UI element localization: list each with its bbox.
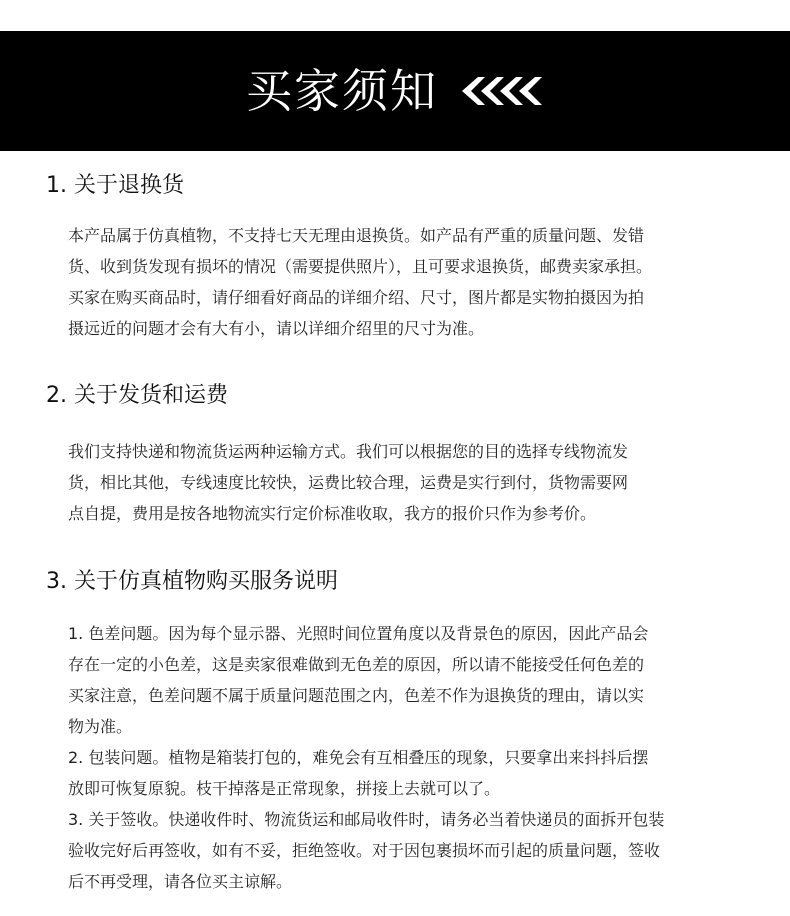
section-heading-returns: 1. 关于退换货 xyxy=(46,173,184,198)
header-banner xyxy=(0,31,790,151)
text-line: 货、收到货发现有损坏的情况（需要提供照片），且可要求退换货，邮费卖家承担。 xyxy=(68,257,653,276)
section-body-shipping xyxy=(68,436,628,529)
page-title: 买家须知 xyxy=(246,64,438,118)
text-line: 2. 包装问题。植物是箱装打包的，难免会有互相叠压的现象，只要拿出来抖抖后摆 xyxy=(68,748,649,767)
text-line: 存在一定的小色差，这是卖家很难做到无色差的原因，所以请不能接受任何色差的 xyxy=(68,655,645,674)
text-line: 买家在购买商品时，请仔细看好商品的详细介绍、尺寸，图片都是实物拍摄因为拍 xyxy=(68,288,645,307)
text-line: 我们支持快递和物流货运两种运输方式。我们可以根据您的目的选择专线物流发 xyxy=(68,442,629,461)
text-line: 后不再受理，请各位买主谅解。 xyxy=(68,872,293,891)
double-left-chevrons-icon xyxy=(458,74,544,108)
text-line: 放即可恢复原貌。枝干掉落是正常现象，拼接上去就可以了。 xyxy=(68,779,501,798)
text-line: 验收完好后再签收，如有不妥，拒绝签收。对于因包裹损坏而引起的质量问题，签收 xyxy=(68,841,661,860)
text-line: 物为准。 xyxy=(68,717,133,736)
text-line: 点自提，费用是按各地物流实行定价标准收取，我方的报价只作为参考价。 xyxy=(68,504,597,523)
text-line: 3. 关于签收。快递收件时、物流货运和邮局收件时，请务必当着快递员的面拆开包装 xyxy=(68,810,665,829)
text-line: 买家注意，色差问题不属于质量问题范围之内，色差不作为退换货的理由，请以实 xyxy=(68,686,645,705)
section-heading-service: 3. 关于仿真植物购买服务说明 xyxy=(46,569,338,594)
section-body-service xyxy=(68,618,664,897)
section-body-returns xyxy=(68,220,652,344)
section-heading-shipping: 2. 关于发货和运费 xyxy=(46,383,228,408)
text-line: 本产品属于仿真植物，不支持七天无理由退换货。如产品有严重的质量问题、发错 xyxy=(68,226,645,245)
text-line: 摄远近的问题才会有大有小，请以详细介绍里的尺寸为准。 xyxy=(68,319,485,338)
text-line: 货，相比其他，专线速度比较快，运费比较合理，运费是实行到付，货物需要网 xyxy=(68,473,629,492)
text-line: 1. 色差问题。因为每个显示器、光照时间位置角度以及背景色的原因，因此产品会 xyxy=(68,624,649,643)
